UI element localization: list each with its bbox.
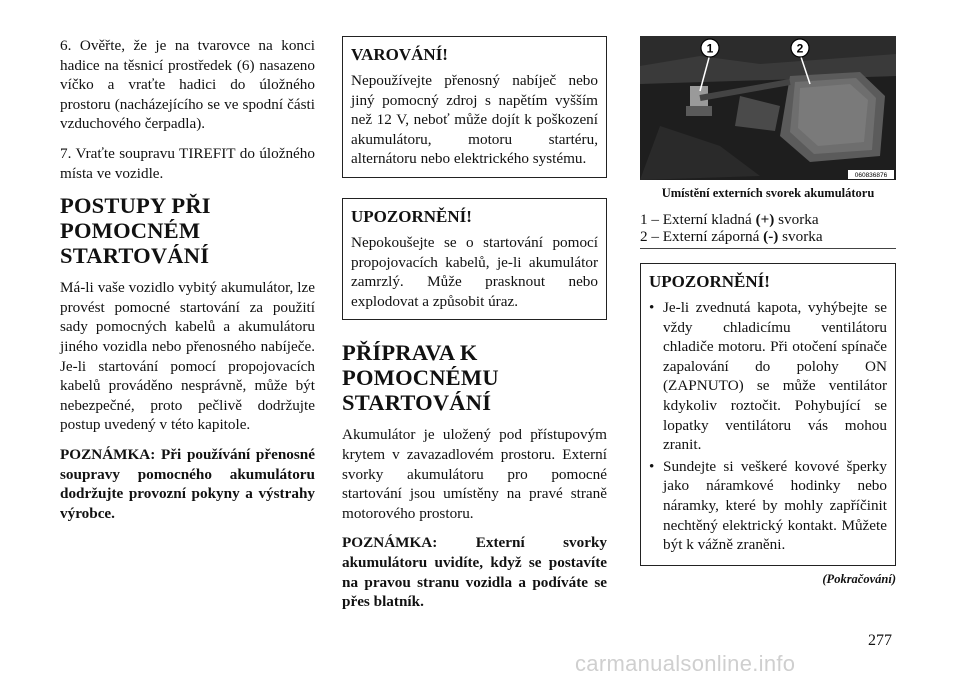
warning-title: VAROVÁNÍ! xyxy=(351,45,448,64)
note-paragraph: POZNÁMKA: Externí svorky akumulátoru uvidíte, když se postavíte na pravou stranu vozidla a podíváte se přes blatník. xyxy=(342,534,607,611)
step-7-text: 7. Vraťte soupravu TIREFIT do úložného místa ve vozidle. xyxy=(60,144,315,182)
note-paragraph: POZNÁMKA: Při používání přenosné soupravy pomocného akumulátoru dodržujte provozní pokyny a výstrahy výrobce. xyxy=(60,445,315,522)
engine-bay-photo xyxy=(640,36,896,180)
warning-text: Nepoužívejte přenosný nabíječ nebo jiný pomocný zdroj s napětím vyšším než 12 V, neboť může dojít k poškození akumulátoru, motoru startéru, alternátoru nebo elektrického systému. xyxy=(351,72,598,168)
caution-text: Nepokoušejte se o startování pomocí propojovacích kabelů, je-li akumulátor zamrzlý. Může prasknout nebo explodovat a způsobit úraz. xyxy=(351,233,598,310)
list-item: • Sundejte si veškeré kovové šperky jako náramkové hodinky nebo náramky, které by mohly zapříčinit nechtěný elektrický kontakt. Můžete být k vážně zraněni. xyxy=(649,457,887,554)
divider xyxy=(640,248,896,249)
preparation-paragraph: Akumulátor je uložený pod přístupovým krytem v zavazadlovém prostoru. Externí svorky akumulátoru pro pomocné startování jsou umístěny na pravé straně motorového prostoru. xyxy=(342,426,607,522)
step-6-text: 6. Ověřte, že je na tvarovce na konci hadice na těsnicí prostředek (6) nasazeno víčko a vraťte hadici do úložného prostoru (nacházejícího se ve spodní části vzduchového čerpadla). xyxy=(60,37,315,133)
list-item: • Je-li zvednutá kapota, vyhýbejte se vždy chladicímu ventilátoru chladiče motoru. Při otočení spínače zapalování do polohy ON (ZAPNUTO) se může ventilátor kdykoliv roztočit. Pohybující se lopatky ventilátoru vás mohou zranit. xyxy=(649,299,887,454)
left-column xyxy=(60,36,315,533)
caution-title: UPOZORNĚNÍ! xyxy=(649,272,770,291)
caution-box xyxy=(640,263,896,566)
legend-item-1: 1 – Externí kladná (+) svorka xyxy=(640,211,819,228)
jump-start-paragraph: Má-li vaše vozidlo vybitý akumulátor, lze provést pomocné startování za použití sady pomocných kabelů a akumulátoru jiného vozidla nebo přenosného nabíječe. Je-li startování pomocí propojovacích kabelů prováděno nesprávně, může být nebezpečné, proto pečlivě dodržujte postup uvedený v této kapitole. xyxy=(60,279,315,434)
middle-column xyxy=(342,36,607,622)
continued-label: (Pokračování) xyxy=(822,571,896,586)
watermark: carmanualsonline.info xyxy=(575,651,796,676)
section-heading-preparation: PŘÍPRAVA K POMOCNÉMU STARTOVÁNÍ xyxy=(342,340,499,416)
photo-caption: Umístění externích svorek akumulátoru xyxy=(661,186,875,200)
legend-item-2: 2 – Externí záporná (-) svorka xyxy=(640,228,823,245)
photo-code: 060836876 xyxy=(854,172,888,179)
caution-title: UPOZORNĚNÍ! xyxy=(351,206,472,226)
callout-1: 1 xyxy=(706,41,714,56)
caution-box xyxy=(342,198,607,320)
page-number: 277 xyxy=(868,632,892,649)
right-column xyxy=(640,36,896,587)
caution-list xyxy=(649,298,887,555)
warning-box xyxy=(342,36,607,178)
section-heading-jump-start: POSTUPY PŘI POMOCNÉM STARTOVÁNÍ xyxy=(60,193,211,269)
callout-2: 2 xyxy=(796,41,804,56)
